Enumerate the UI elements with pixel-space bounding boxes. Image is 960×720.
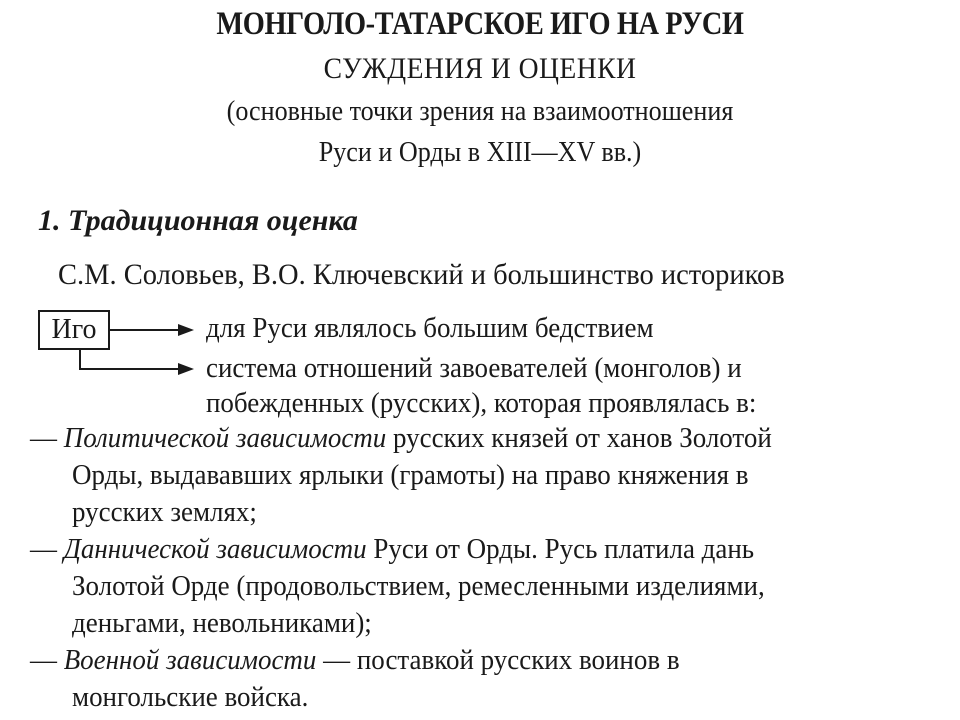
page-title: МОНГОЛО-ТАТАРСКОЕ ИГО НА РУСИ: [216, 6, 744, 42]
page-subtitle: СУЖДЕНИЯ И ОЦЕНКИ: [323, 52, 637, 85]
list-item-military: [30, 644, 680, 677]
arrow-2-head: [178, 363, 194, 375]
list-item-term: Военной зависимости: [63, 644, 317, 676]
list-item-term: Политической зависимости: [63, 422, 387, 454]
list-dash: —: [30, 422, 57, 454]
arrow-1-text: для Руси являлось большим бедствием: [206, 312, 654, 344]
list-dash: —: [30, 533, 57, 565]
list-item-political-line-3: русских землях;: [72, 496, 257, 528]
list-item-text: — поставкой русских воинов в: [316, 644, 680, 676]
arrow-1-head: [178, 324, 194, 336]
arrow-2-text-line-1: система отношений завоевателей (монголов) и: [206, 352, 742, 384]
list-item-tributary: [30, 533, 754, 566]
igo-box-label: Иго: [51, 314, 97, 345]
list-item-tributary-line-2: Золотой Орде (продовольствием, ремесленными изделиями,: [72, 570, 765, 602]
subtitle-note-line-1: (основные точки зрения на взаимоотношения: [226, 95, 734, 127]
subtitle-note-line-2: Руси и Орды в XIII—XV вв.): [318, 136, 642, 168]
authors-line: С.М. Соловьев, В.О. Ключевский и большинство историков: [58, 258, 785, 291]
arrow-2-line: [80, 350, 178, 369]
list-item-term: Даннической зависимости: [63, 533, 367, 565]
list-item-political: [30, 422, 772, 455]
list-item-text: Руси от Орды. Русь платила дань: [366, 533, 755, 565]
list-item-text: русских князей от ханов Золотой: [386, 422, 772, 454]
list-item-political-line-2: Орды, выдававших ярлыки (грамоты) на право княжения в: [72, 459, 749, 491]
section-heading: 1. Традиционная оценка: [38, 204, 358, 237]
arrow-2-text-line-2: побежденных (русских), которая проявлялась в:: [206, 387, 757, 419]
list-item-military-line-2: монгольские войска.: [72, 681, 309, 713]
list-item-tributary-line-3: деньгами, невольниками);: [72, 607, 372, 639]
list-dash: —: [30, 644, 57, 676]
